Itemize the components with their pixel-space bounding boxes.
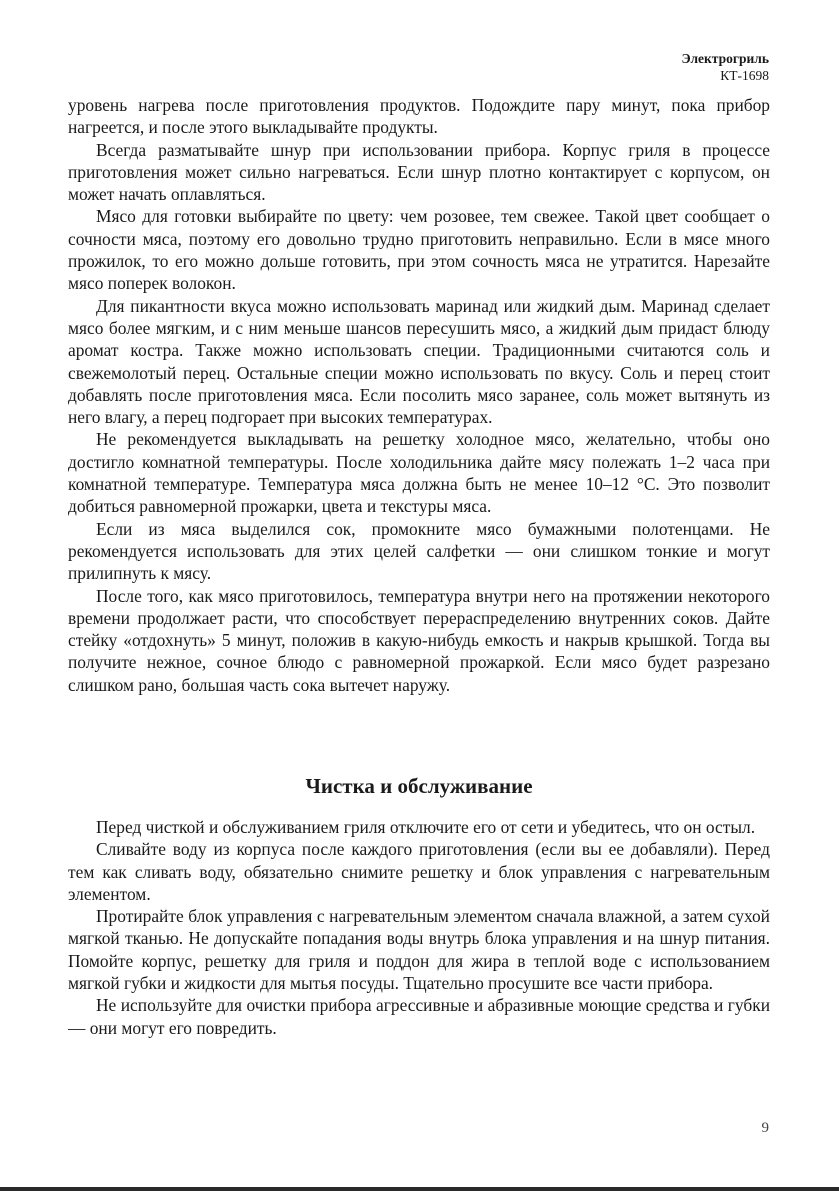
- cleaning-section: [68, 816, 770, 1039]
- section-heading: Чистка и обслуживание: [305, 774, 533, 798]
- paragraph: Перед чисткой и обслуживанием гриля отключите его от сети и убедитесь, что он остыл.: [96, 817, 756, 837]
- usage-tips-section: [68, 94, 770, 696]
- paragraph: После того, как мясо приготовилось, температура внутри него на протяжении некоторого времени продолжает расти, что способствует перераспределению внутренних соков. Дайте стейку «отдохнуть» 5 минут, положив в какую-нибудь емкость и накрыв крышкой. Тогда вы получите нежное, сочное блюдо с равномерной прожаркой. Если мясо будет разрезано слишком рано, большая часть сока вытечет наружу.: [68, 585, 770, 695]
- product-name: Электрогриль: [681, 51, 769, 66]
- bottom-edge-rule: [0, 1187, 839, 1191]
- paragraph: Не используйте для очистки прибора агрессивные и абразивные моющие средства и губки — они могут его повредить.: [68, 995, 770, 1038]
- paragraph: уровень нагрева после приготовления продуктов. Подождите пару минут, пока прибор нагреется, и после этого выкладывайте продукты.: [68, 95, 770, 138]
- page-header: [681, 50, 769, 84]
- product-model: КТ-1698: [720, 68, 769, 83]
- paragraph: Протирайте блок управления с нагревательным элементом сначала влажной, а затем сухой мягкой тканью. Не допускайте попадания воды внутрь блока управления и на шнур питания. Помойте корпус, решетку для гриля и поддон для жира в теплой воде с использованием мягкой губки и жидкости для мытья посуды. Тщательно просушите все части прибора.: [68, 906, 770, 994]
- paragraph: Не рекомендуется выкладывать на решетку холодное мясо, желательно, чтобы оно достигло комнатной температуры. После холодильника дайте мясу полежать 1–2 часа при комнатной температуре. Температура мяса должна быть не менее 10–12 °С. Это позволит добиться равномерной прожарки, цвета и текстуры мяса.: [68, 429, 770, 517]
- paragraph: Для пикантности вкуса можно использовать маринад или жидкий дым. Маринад сделает мясо более мягким, и с ним меньше шансов пересушить мясо, а жидкий дым придаст блюду аромат костра. Также можно использовать специи. Традиционными считаются соль и свежемолотый перец. Остальные специи можно использовать по вкусу. Соль и перец стоит добавлять после приготовления мяса. Если посолить мясо заранее, соль может вытянуть из него влагу, а перец подгорает при высоких температурах.: [68, 295, 770, 428]
- paragraph: Сливайте воду из корпуса после каждого приготовления (если вы ее добавляли). Перед тем как сливать воду, обязательно снимите решетку и блок управления с нагревательным элементом.: [68, 839, 770, 904]
- paragraph: Всегда разматывайте шнур при использовании прибора. Корпус гриля в процессе приготовления может сильно нагреваться. Если шнур плотно контактирует с корпусом, он может начать оплавляться.: [68, 139, 770, 205]
- paragraph: Если из мяса выделился сок, промокните мясо бумажными полотенцами. Не рекомендуется использовать для этих целей салфетки — они слишком тонкие и могут прилипнуть к мясу.: [68, 518, 770, 584]
- page-number: 9: [761, 1120, 769, 1136]
- paragraph: Мясо для готовки выбирайте по цвету: чем розовее, тем свежее. Такой цвет сообщает о сочности мяса, поэтому его довольно трудно приготовить неправильно. Если в мясе много прожилок, то его можно дольше готовить, при этом сочность мяса не утратится. Нарезайте мясо поперек волокон.: [68, 206, 770, 294]
